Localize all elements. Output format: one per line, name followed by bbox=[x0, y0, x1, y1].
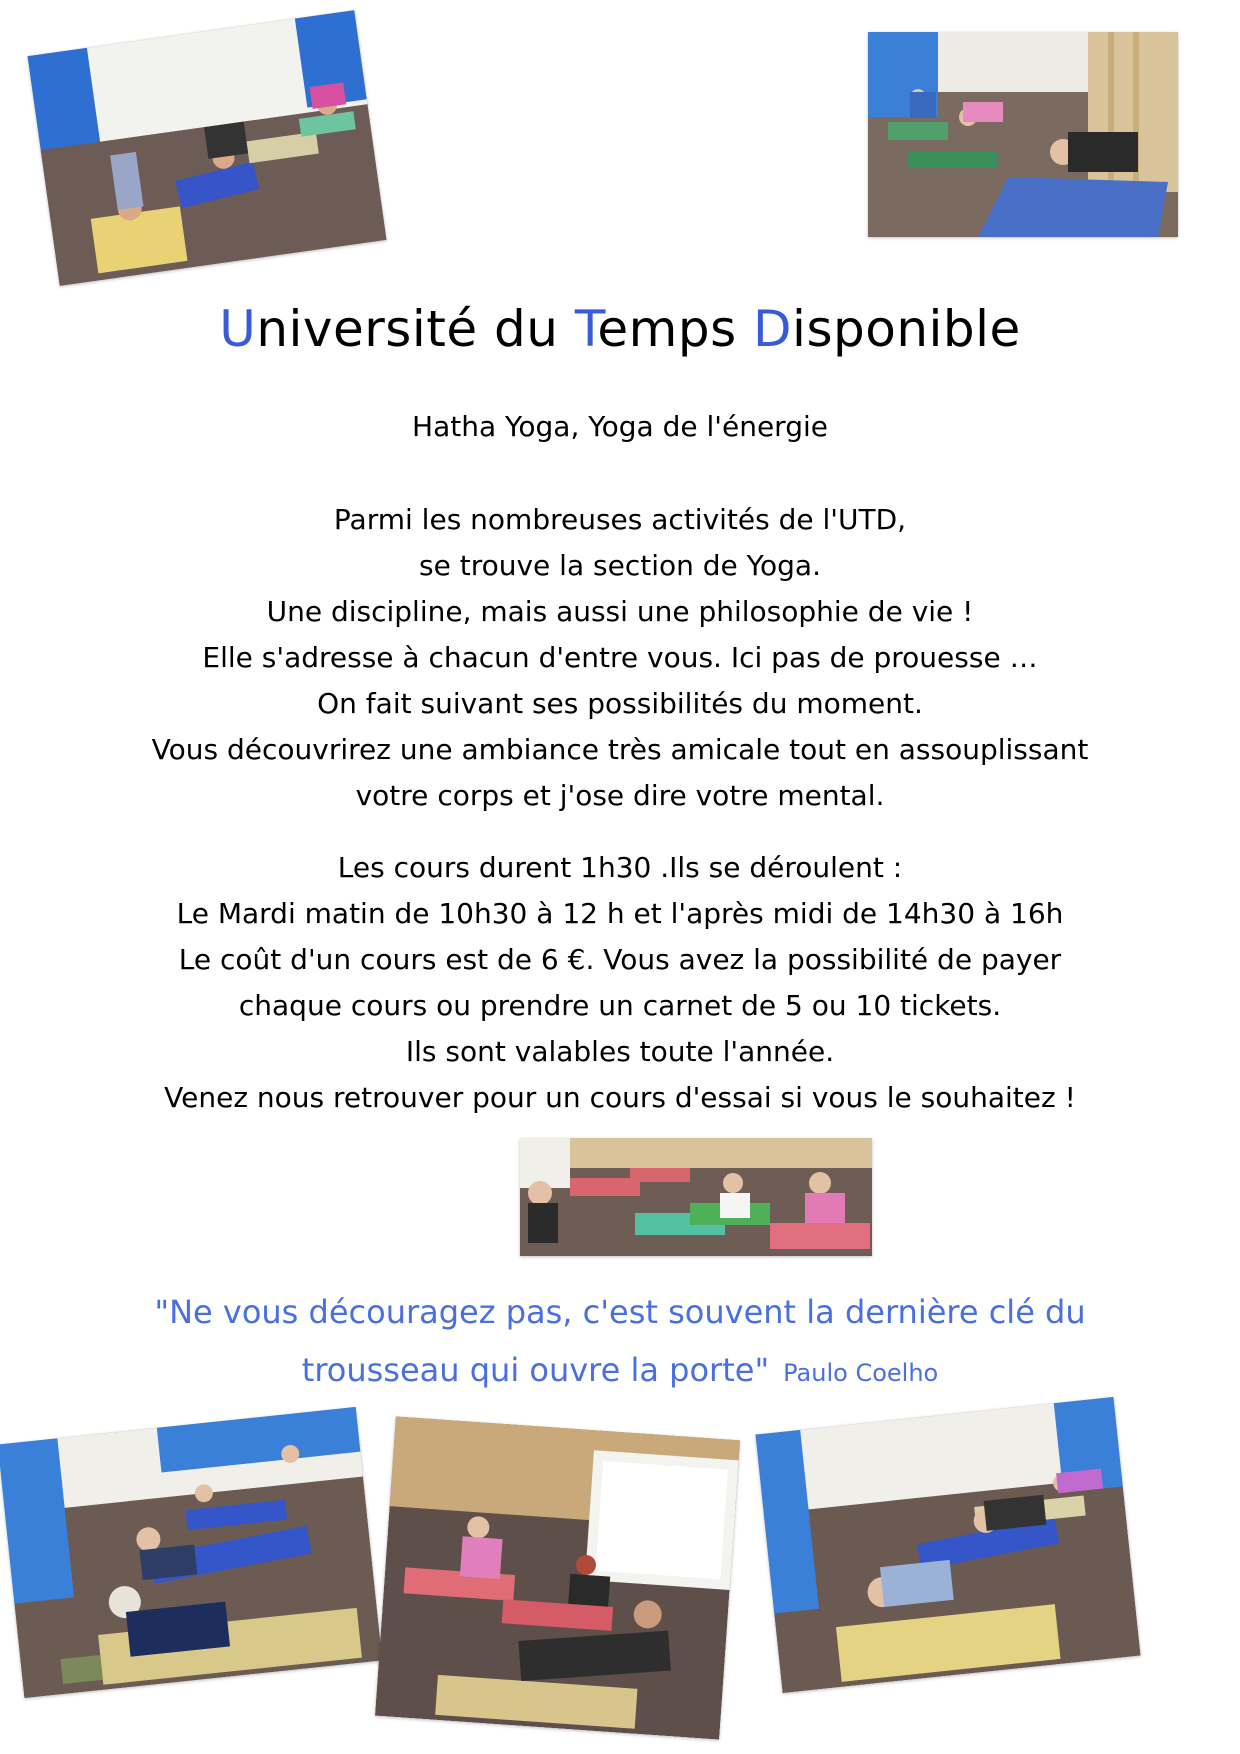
schedule-line: Venez nous retrouver pour un cours d'essai si vous le souhaitez ! bbox=[164, 1081, 1076, 1114]
intro-line: Une discipline, mais aussi une philosophie de vie ! bbox=[266, 595, 974, 628]
schedule-line: Ils sont valables toute l'année. bbox=[405, 1035, 835, 1068]
photo-yoga-seated-middle bbox=[520, 1138, 872, 1256]
intro-line: votre corps et j'ose dire votre mental. bbox=[355, 779, 885, 812]
intro-line: se trouve la section de Yoga. bbox=[419, 549, 821, 582]
photo-yoga-plank-top-right bbox=[868, 32, 1178, 237]
schedule-line: Le coût d'un cours est de 6 €. Vous avez la possibilité de payer bbox=[178, 943, 1062, 976]
quote-block bbox=[0, 1283, 1240, 1402]
intro-line: Elle s'adresse à chacun d'entre vous. Ici pas de prouesse … bbox=[202, 641, 1038, 674]
photo-yoga-boat-pose-bottom-center bbox=[375, 1416, 740, 1739]
title-part: D bbox=[753, 300, 793, 358]
quote-line-1: "Ne vous découragez pas, c'est souvent la dernière clé du bbox=[154, 1293, 1086, 1331]
schedule-paragraph bbox=[0, 845, 1240, 1121]
intro-line: On fait suivant ses possibilités du moment. bbox=[317, 687, 923, 720]
title-part: U bbox=[219, 300, 257, 358]
intro-paragraph bbox=[0, 497, 1240, 819]
schedule-line: chaque cours ou prendre un carnet de 5 ou 10 tickets. bbox=[238, 989, 1002, 1022]
title-part: niversité du bbox=[256, 300, 575, 358]
quote-text-end: trousseau qui ouvre la porte" bbox=[301, 1351, 770, 1389]
intro-line: Parmi les nombreuses activités de l'UTD, bbox=[333, 503, 907, 536]
page-title bbox=[0, 300, 1240, 358]
photo-yoga-plank-bottom-right bbox=[755, 1397, 1140, 1693]
photo-yoga-class-top-left bbox=[27, 10, 386, 286]
schedule-line: Le Mardi matin de 10h30 à 12 h et l'après midi de 14h30 à 16h bbox=[176, 897, 1064, 930]
schedule-line: Les cours durent 1h30 .Ils se déroulent : bbox=[337, 851, 903, 884]
quote-line-2 bbox=[0, 1341, 1240, 1402]
intro-line: Vous découvrirez une ambiance très amicale tout en assouplissant bbox=[151, 733, 1089, 766]
title-part: emps bbox=[597, 300, 754, 358]
title-part: T bbox=[574, 300, 598, 358]
quote-author: Paulo Coelho bbox=[783, 1359, 939, 1387]
title-part: isponible bbox=[792, 300, 1021, 358]
photo-yoga-boat-pose-bottom-left bbox=[0, 1407, 382, 1698]
subtitle: Hatha Yoga, Yoga de l'énergie bbox=[412, 410, 828, 443]
